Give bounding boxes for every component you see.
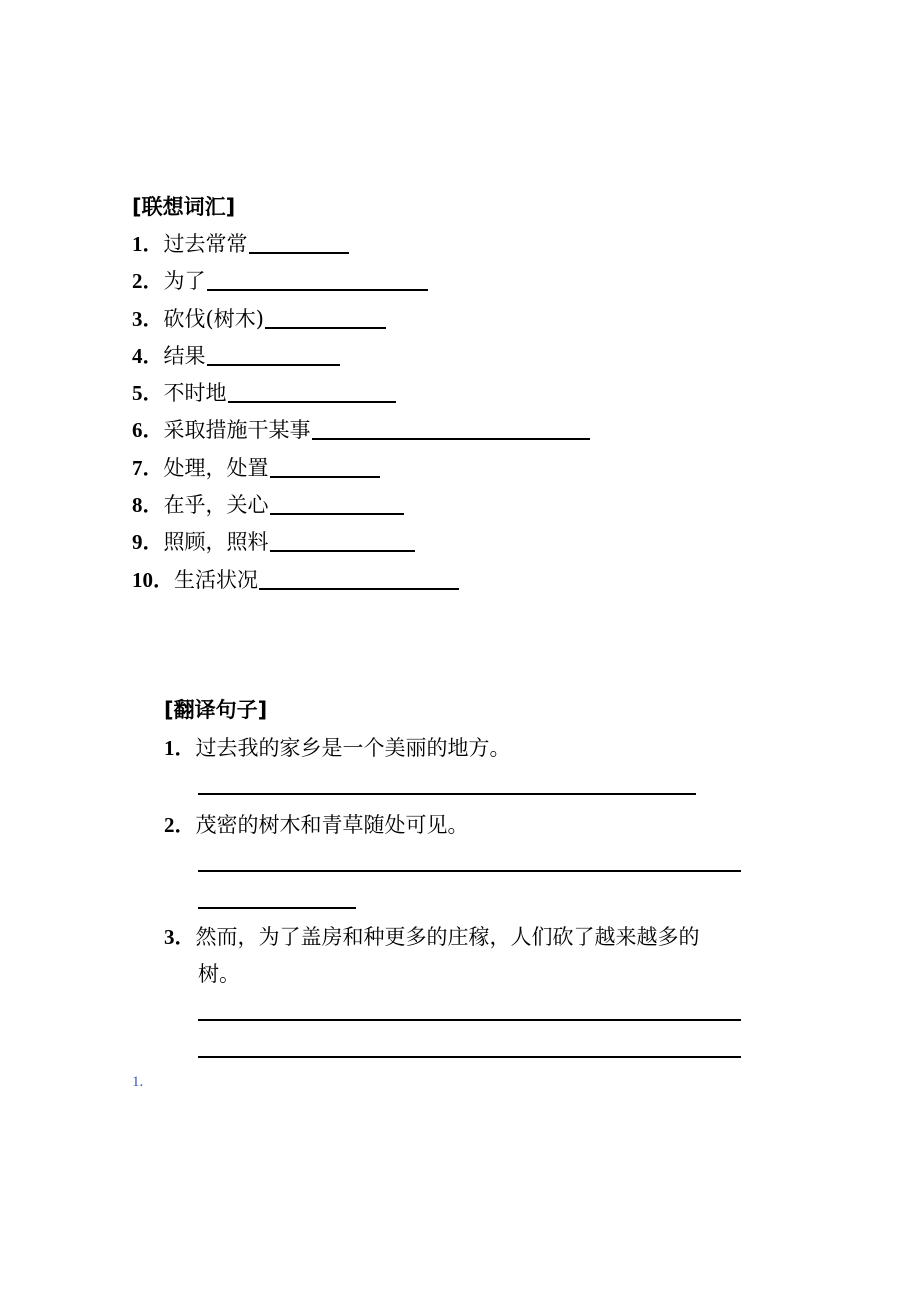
item-text: 茂密的树木和青草随处可见。 (195, 813, 469, 837)
answer-line[interactable] (198, 1056, 741, 1058)
item-number: 7． (132, 456, 164, 480)
translate-item-2 (164, 812, 469, 838)
vocab-item-9 (132, 529, 415, 555)
item-number: 9． (132, 530, 164, 554)
item-number: 8． (132, 493, 164, 517)
vocab-item-2 (132, 268, 428, 294)
item-text: 过去常常 (163, 232, 248, 256)
answer-blank[interactable] (259, 568, 459, 590)
item-number: 1． (132, 232, 164, 256)
item-text: 然而，为了盖房和种更多的庄稼，人们砍了越来越多的 (195, 925, 700, 949)
vocab-item-8 (132, 492, 404, 518)
item-text: 过去我的家乡是一个美丽的地方。 (195, 736, 511, 760)
translate-heading: [翻译句子] (164, 698, 268, 722)
answer-line[interactable] (198, 793, 696, 795)
vocab-item-6 (132, 417, 590, 443)
item-text: 在乎，关心 (163, 493, 269, 517)
item-number: 1． (164, 736, 196, 760)
item-number: 3． (132, 307, 164, 331)
translate-item-3-continuation: 树。 (198, 962, 240, 986)
vocab-item-7 (132, 455, 380, 481)
vocab-item-3 (132, 306, 386, 332)
answer-blank[interactable] (249, 232, 349, 254)
item-text: 砍伐(树木) (163, 307, 264, 331)
translate-item-3 (164, 924, 700, 950)
vocab-heading: [联想词汇] (132, 195, 236, 219)
answer-blank[interactable] (270, 530, 415, 552)
answer-blank[interactable] (228, 381, 396, 403)
item-number: 6． (132, 418, 164, 442)
item-number: 5． (132, 381, 164, 405)
item-text: 生活状况 (174, 568, 258, 592)
item-text: 处理，处置 (163, 456, 269, 480)
translate-item-1 (164, 735, 511, 761)
answer-blank[interactable] (265, 307, 386, 329)
item-text: 结果 (163, 344, 206, 368)
answer-blank[interactable] (207, 344, 340, 366)
answer-blank[interactable] (312, 418, 590, 440)
item-number: 4． (132, 344, 164, 368)
footnote-marker: 1. (132, 1074, 144, 1090)
item-text: 采取措施干某事 (163, 418, 311, 442)
vocab-item-4 (132, 343, 340, 369)
item-number: 3． (164, 925, 196, 949)
answer-line[interactable] (198, 870, 741, 872)
answer-blank[interactable] (270, 456, 380, 478)
item-text: 不时地 (163, 381, 227, 405)
vocab-item-5 (132, 380, 396, 406)
item-text: 为了 (163, 269, 206, 293)
item-number: 2． (132, 269, 164, 293)
vocab-item-10 (132, 567, 459, 593)
item-text: 照顾，照料 (163, 530, 269, 554)
answer-line[interactable] (198, 1019, 741, 1021)
item-number: 2． (164, 813, 196, 837)
vocab-item-1 (132, 231, 349, 257)
item-number: 10． (132, 568, 174, 592)
answer-line[interactable] (198, 907, 356, 909)
answer-blank[interactable] (270, 493, 404, 515)
answer-blank[interactable] (207, 269, 428, 291)
